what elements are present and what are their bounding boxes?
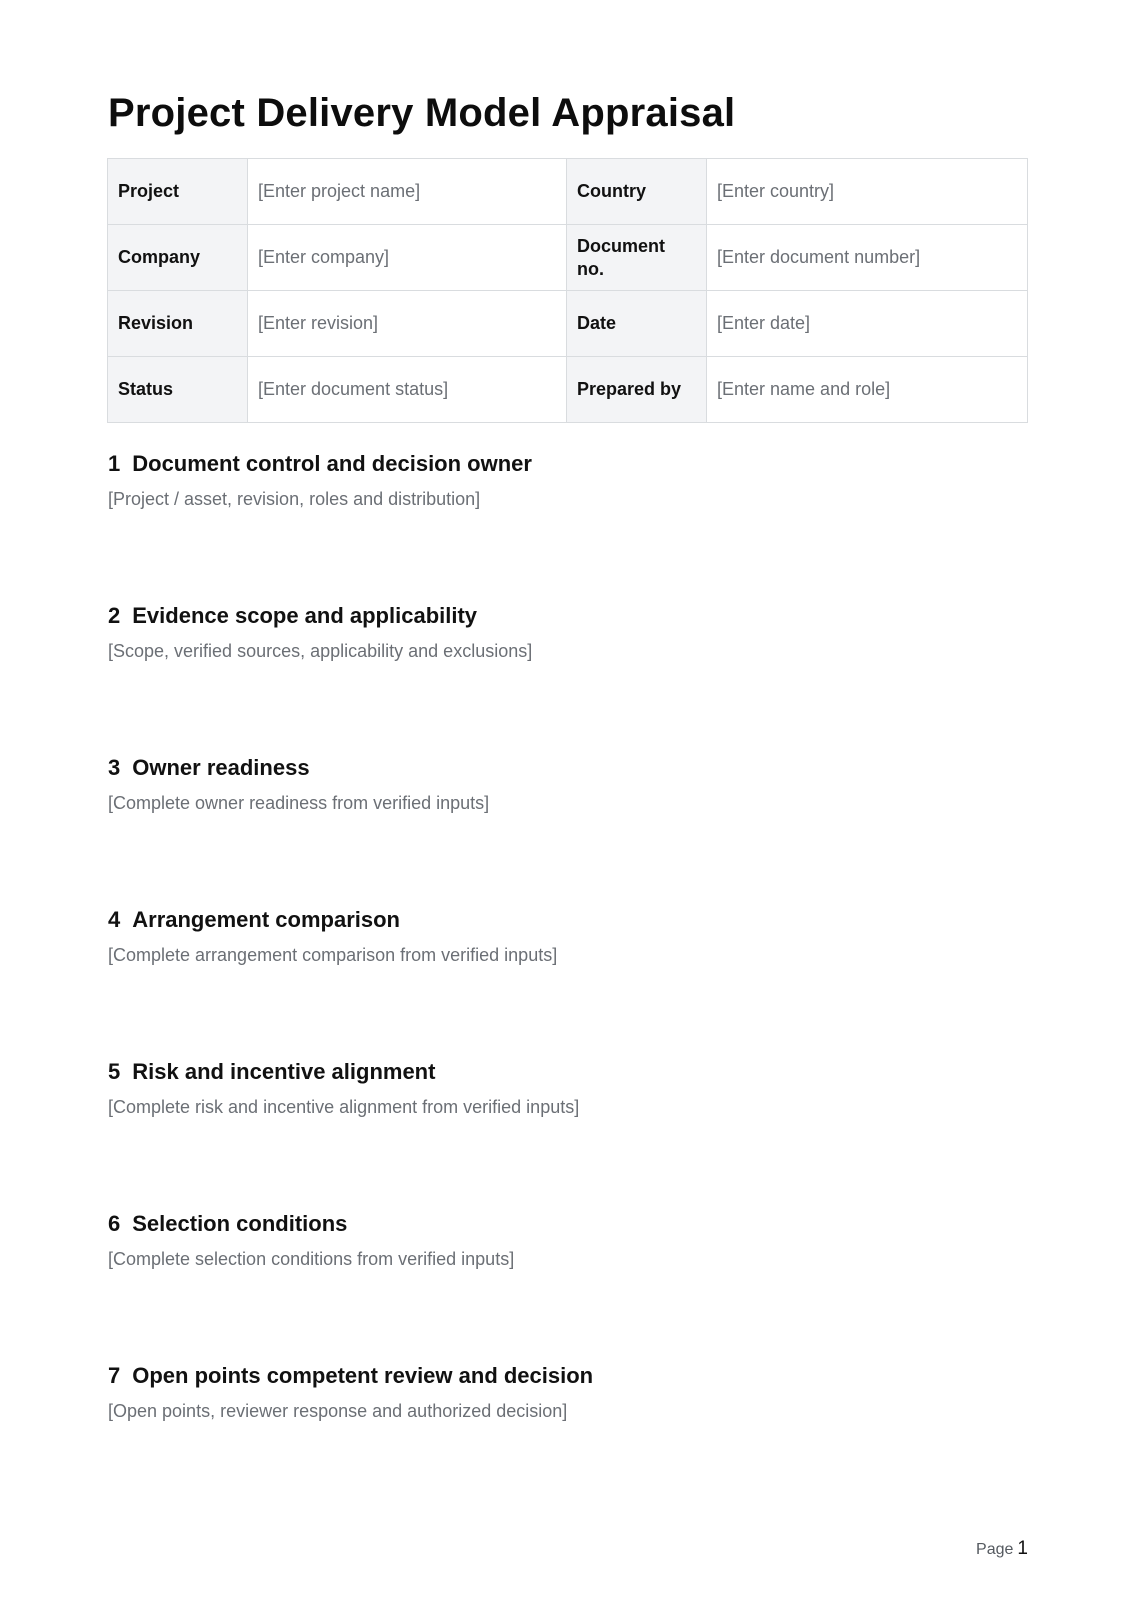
section-heading [108,1362,1008,1390]
project-value-field[interactable]: [Enter project name] [248,159,567,225]
document-number-label: Document no. [567,225,707,291]
section-title: Owner readiness [132,755,310,780]
prepared-by-value-field[interactable]: [Enter name and role] [707,357,1028,423]
section-heading [108,1210,1008,1238]
page-number: 1 [1017,1538,1028,1559]
page-title: Project Delivery Model Appraisal [108,91,736,135]
section-1 [108,450,1008,511]
status-label: Status [108,357,248,423]
section-number: 1 [108,451,121,476]
section-4 [108,906,1008,967]
section-number: 3 [108,755,121,780]
revision-value-field[interactable]: [Enter revision] [248,291,567,357]
section-heading [108,450,1008,478]
section-title: Arrangement comparison [132,907,400,932]
section-heading [108,754,1008,782]
section-placeholder-text[interactable]: [Complete arrangement comparison from verified inputs] [108,945,558,965]
status-value-field[interactable]: [Enter document status] [248,357,567,423]
section-number: 5 [108,1059,121,1084]
section-placeholder-text[interactable]: [Complete selection conditions from verified inputs] [108,1249,515,1269]
section-title: Selection conditions [132,1211,348,1236]
section-number: 2 [108,603,121,628]
document-number-value-field[interactable]: [Enter document number] [707,225,1028,291]
section-placeholder-text[interactable]: [Complete risk and incentive alignment from verified inputs] [108,1097,580,1117]
section-number: 4 [108,907,121,932]
section-5 [108,1058,1008,1119]
section-title: Evidence scope and applicability [132,603,478,628]
prepared-by-label: Prepared by [567,357,707,423]
section-heading [108,1058,1008,1086]
revision-label: Revision [108,291,248,357]
section-6 [108,1210,1008,1271]
project-label: Project [108,159,248,225]
section-heading [108,602,1008,630]
company-value-field[interactable]: [Enter company] [248,225,567,291]
page-label: Page [976,1541,1014,1558]
section-placeholder-text[interactable]: [Open points, reviewer response and authorized decision] [108,1401,568,1421]
section-heading [108,906,1008,934]
country-value-field[interactable]: [Enter country] [707,159,1028,225]
section-placeholder-text[interactable]: [Complete owner readiness from verified inputs] [108,793,490,813]
section-title: Risk and incentive alignment [132,1059,436,1084]
company-label: Company [108,225,248,291]
section-7 [108,1362,1008,1423]
country-label: Country [567,159,707,225]
section-2 [108,602,1008,663]
page-footer [976,1538,1028,1560]
section-title: Document control and decision owner [132,451,532,476]
info-row-project [108,159,1028,225]
date-value-field[interactable]: [Enter date] [707,291,1028,357]
section-number: 6 [108,1211,121,1236]
section-number: 7 [108,1363,121,1388]
section-3 [108,754,1008,815]
info-row-company [108,225,1028,291]
section-placeholder-text[interactable]: [Scope, verified sources, applicability and exclusions] [108,641,533,661]
date-label: Date [567,291,707,357]
info-row-status [108,357,1028,423]
document-info-table [107,158,1028,423]
section-placeholder-text[interactable]: [Project / asset, revision, roles and distribution] [108,489,481,509]
info-row-revision [108,291,1028,357]
section-title: Open points competent review and decision [132,1363,594,1388]
